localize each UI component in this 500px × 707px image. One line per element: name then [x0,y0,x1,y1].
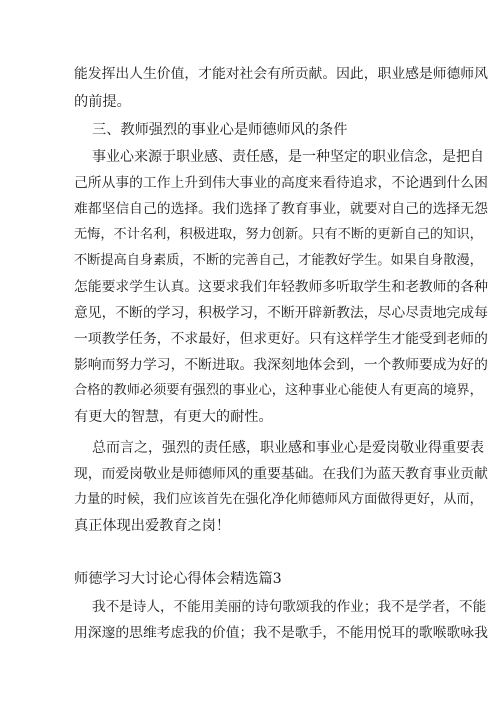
text-line: 合格的教师必须要有强烈的事业心，这种事业心能使人有更高的境界， [74,383,483,398]
text-line: 不断提高自身素质，不断的完善自己，才能教好学生。如果自身散漫， [74,253,483,268]
text-line: 的前提。 [74,94,131,110]
text-line: 有更大的智慧，有更大的耐性。 [74,409,273,425]
text-line: 怎能要求学生认真。这要求我们年轻教师多听取学生和老教师的各种 [74,279,488,295]
text-line: 意见，不断的学习，积极学习，不断开辟新教法，尽心尽责地完成每 [74,305,488,321]
text-line: 一项教学任务，不求最好，但求更好。只有这样学生才能受到老师的 [74,331,488,347]
text-line: 能发挥出人生价值，才能对社会有所贡献。因此，职业感是师德师风 [74,66,488,82]
text-line: 用深邃的思维考虑我的价值；我不是歌手，不能用悦耳的歌喉歌咏我 [74,625,488,641]
text-line: 影响而努力学习，不断进取。我深刻地体会到，一个教师要成为好的 [74,357,488,373]
text-line: 力量的时候，我们应该首先在强化净化师德师风方面做得更好，从而， [74,492,483,507]
text-line: 现，而爱岗敬业是师德师风的重要基础。在我们为蓝天教育事业贡献 [74,466,488,482]
text-line: 我不是诗人，不能用美丽的诗句歌颂我的作业；我不是学者，不能 [92,599,487,615]
text-line: 难都坚信自己的选择。我们选择了教育事业，就要对自己的选择无怨 [74,201,488,217]
text-line: 总而言之，强烈的责任感，职业感和事业心是爱岗敬业得重要表 [92,440,484,456]
text-line: 真正体现出爱教育之岗！ [74,518,231,534]
article-title: 师德学习大讨论心得体会精选篇3 [74,571,282,587]
text-line: 无悔，不计名利，积极进取，努力创新。只有不断的更新自己的知识， [74,227,483,242]
text-line: 己所从事的工作上升到伟大事业的高度来看待追求，不论遇到什么困 [74,175,488,191]
text-line: 事业心来源于职业感、责任感，是一种坚定的职业信念，是把自 [92,149,484,165]
section-heading: 三、教师强烈的事业心是师德师风的条件 [92,122,348,138]
